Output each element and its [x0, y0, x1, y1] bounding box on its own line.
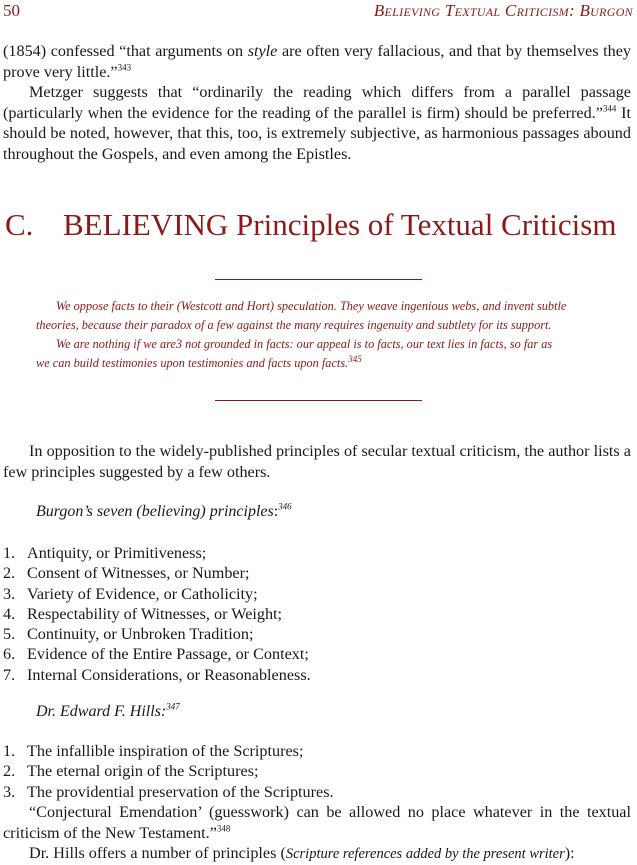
burgon-principle-item: [3, 624, 311, 644]
list-text: Evidence of the Entire Passage, or Context;: [27, 645, 309, 664]
footnote-ref-348: 348: [216, 823, 231, 834]
body-paragraph-5: Dr. Hills offers a number of principles (Scripture references added by the present writer):: [29, 844, 575, 862]
burgon-principle-item: [3, 644, 311, 664]
quote-line-3: We are nothing if we are3 not grounded in facts: our appeal is to facts, our text lies in facts, so far as: [56, 337, 553, 351]
list-text: Variety of Evidence, or Catholicity;: [27, 584, 258, 603]
list-text: The providential preservation of the Scriptures.: [27, 782, 334, 801]
burgon-principles-list: [3, 543, 311, 685]
list-number: 1.: [3, 544, 16, 562]
list-text: Antiquity, or Primitiveness;: [27, 544, 207, 562]
list-text: Internal Considerations, or Reasonableness.: [27, 665, 311, 684]
quote-line-2: theories, because their paradox of a few against the many requires ingenuity and subtlety for its support.: [36, 318, 552, 332]
list-text: The infallible inspiration of the Scriptures;: [27, 742, 304, 760]
page-number: 50: [3, 1, 20, 20]
burgon-principle-item: [3, 604, 311, 624]
list-text: The eternal origin of the Scriptures;: [27, 762, 259, 781]
quote-line-4: we can build testimonies upon testimonies and facts upon facts.$^{345}$: [36, 353, 362, 370]
hills-principle-item: [3, 761, 334, 781]
list-number: 3.: [3, 782, 16, 801]
hills-heading: Dr. Edward F. Hills:$^{347}$: [36, 701, 180, 720]
list-number: 2.: [3, 762, 16, 781]
list-text: Respectability of Witnesses, or Weight;: [27, 604, 283, 623]
footnote-ref-346: 346: [278, 501, 292, 512]
bottom-rule: [215, 400, 422, 401]
footnote-ref-345: 345: [348, 353, 362, 364]
footnote-ref-343: 343: [117, 62, 132, 73]
section-title: BELIEVING Principles of Textual Criticism: [63, 207, 617, 242]
burgon-heading: Burgon’s seven (believing) principles:$^{346}$: [36, 501, 292, 520]
list-number: 3.: [3, 584, 16, 603]
running-title: Believing Textual Criticism: Burgon: [373, 1, 633, 20]
list-number: 5.: [3, 625, 16, 644]
list-number: 2.: [3, 564, 16, 583]
burgon-principle-item: [3, 543, 311, 563]
intro-paragraph-2: Metzger suggests that “ordinarily the reading which differs from a parallel passage (particularly when the evidence for the reading of the parallel is firm) should be preferred.”$^{344}$ It should be noted, however, that this, too, is extremely subjective, as harmonious passages abound throughout the Gospels, and even among the Epistles.: [3, 83, 631, 163]
body-paragraph-3: In opposition to the widely-published principles of secular textual criticism, the author lists a few principles suggested by a few others.: [3, 442, 631, 481]
list-text: Consent of Witnesses, or Number;: [27, 564, 250, 583]
list-number: 6.: [3, 645, 16, 664]
footnote-ref-344: 344: [602, 103, 617, 114]
list-number: 7.: [3, 665, 16, 684]
hills-principle-item: [3, 741, 334, 761]
hills-principle-item: [3, 782, 334, 802]
section-letter: C.: [5, 207, 34, 242]
top-rule: [215, 279, 422, 280]
block-quote: [36, 297, 600, 373]
burgon-principle-item: [3, 584, 311, 604]
hills-principles-list: [3, 741, 334, 802]
burgon-principle-item: [3, 665, 311, 685]
body-paragraph-4: “Conjectural Emendation’ (guesswork) can be allowed no place whatever in the textual criticism of the New Testament.”$^{348}$: [3, 803, 631, 842]
burgon-principle-item: [3, 563, 311, 583]
list-number: 4.: [3, 604, 16, 623]
quote-line-1: We oppose facts to their (Westcott and Hort) speculation. They weave ingenious webs, and invent subtle: [56, 299, 567, 313]
section-heading: [5, 207, 616, 243]
footnote-ref-347: 347: [166, 701, 180, 712]
list-number: 1.: [3, 742, 16, 760]
intro-paragraph-1: (1854) confessed “that arguments on style are often very fallacious, and that by themselves they prove very little.”$^{343}$: [3, 42, 631, 81]
list-text: Continuity, or Unbroken Tradition;: [27, 625, 254, 644]
